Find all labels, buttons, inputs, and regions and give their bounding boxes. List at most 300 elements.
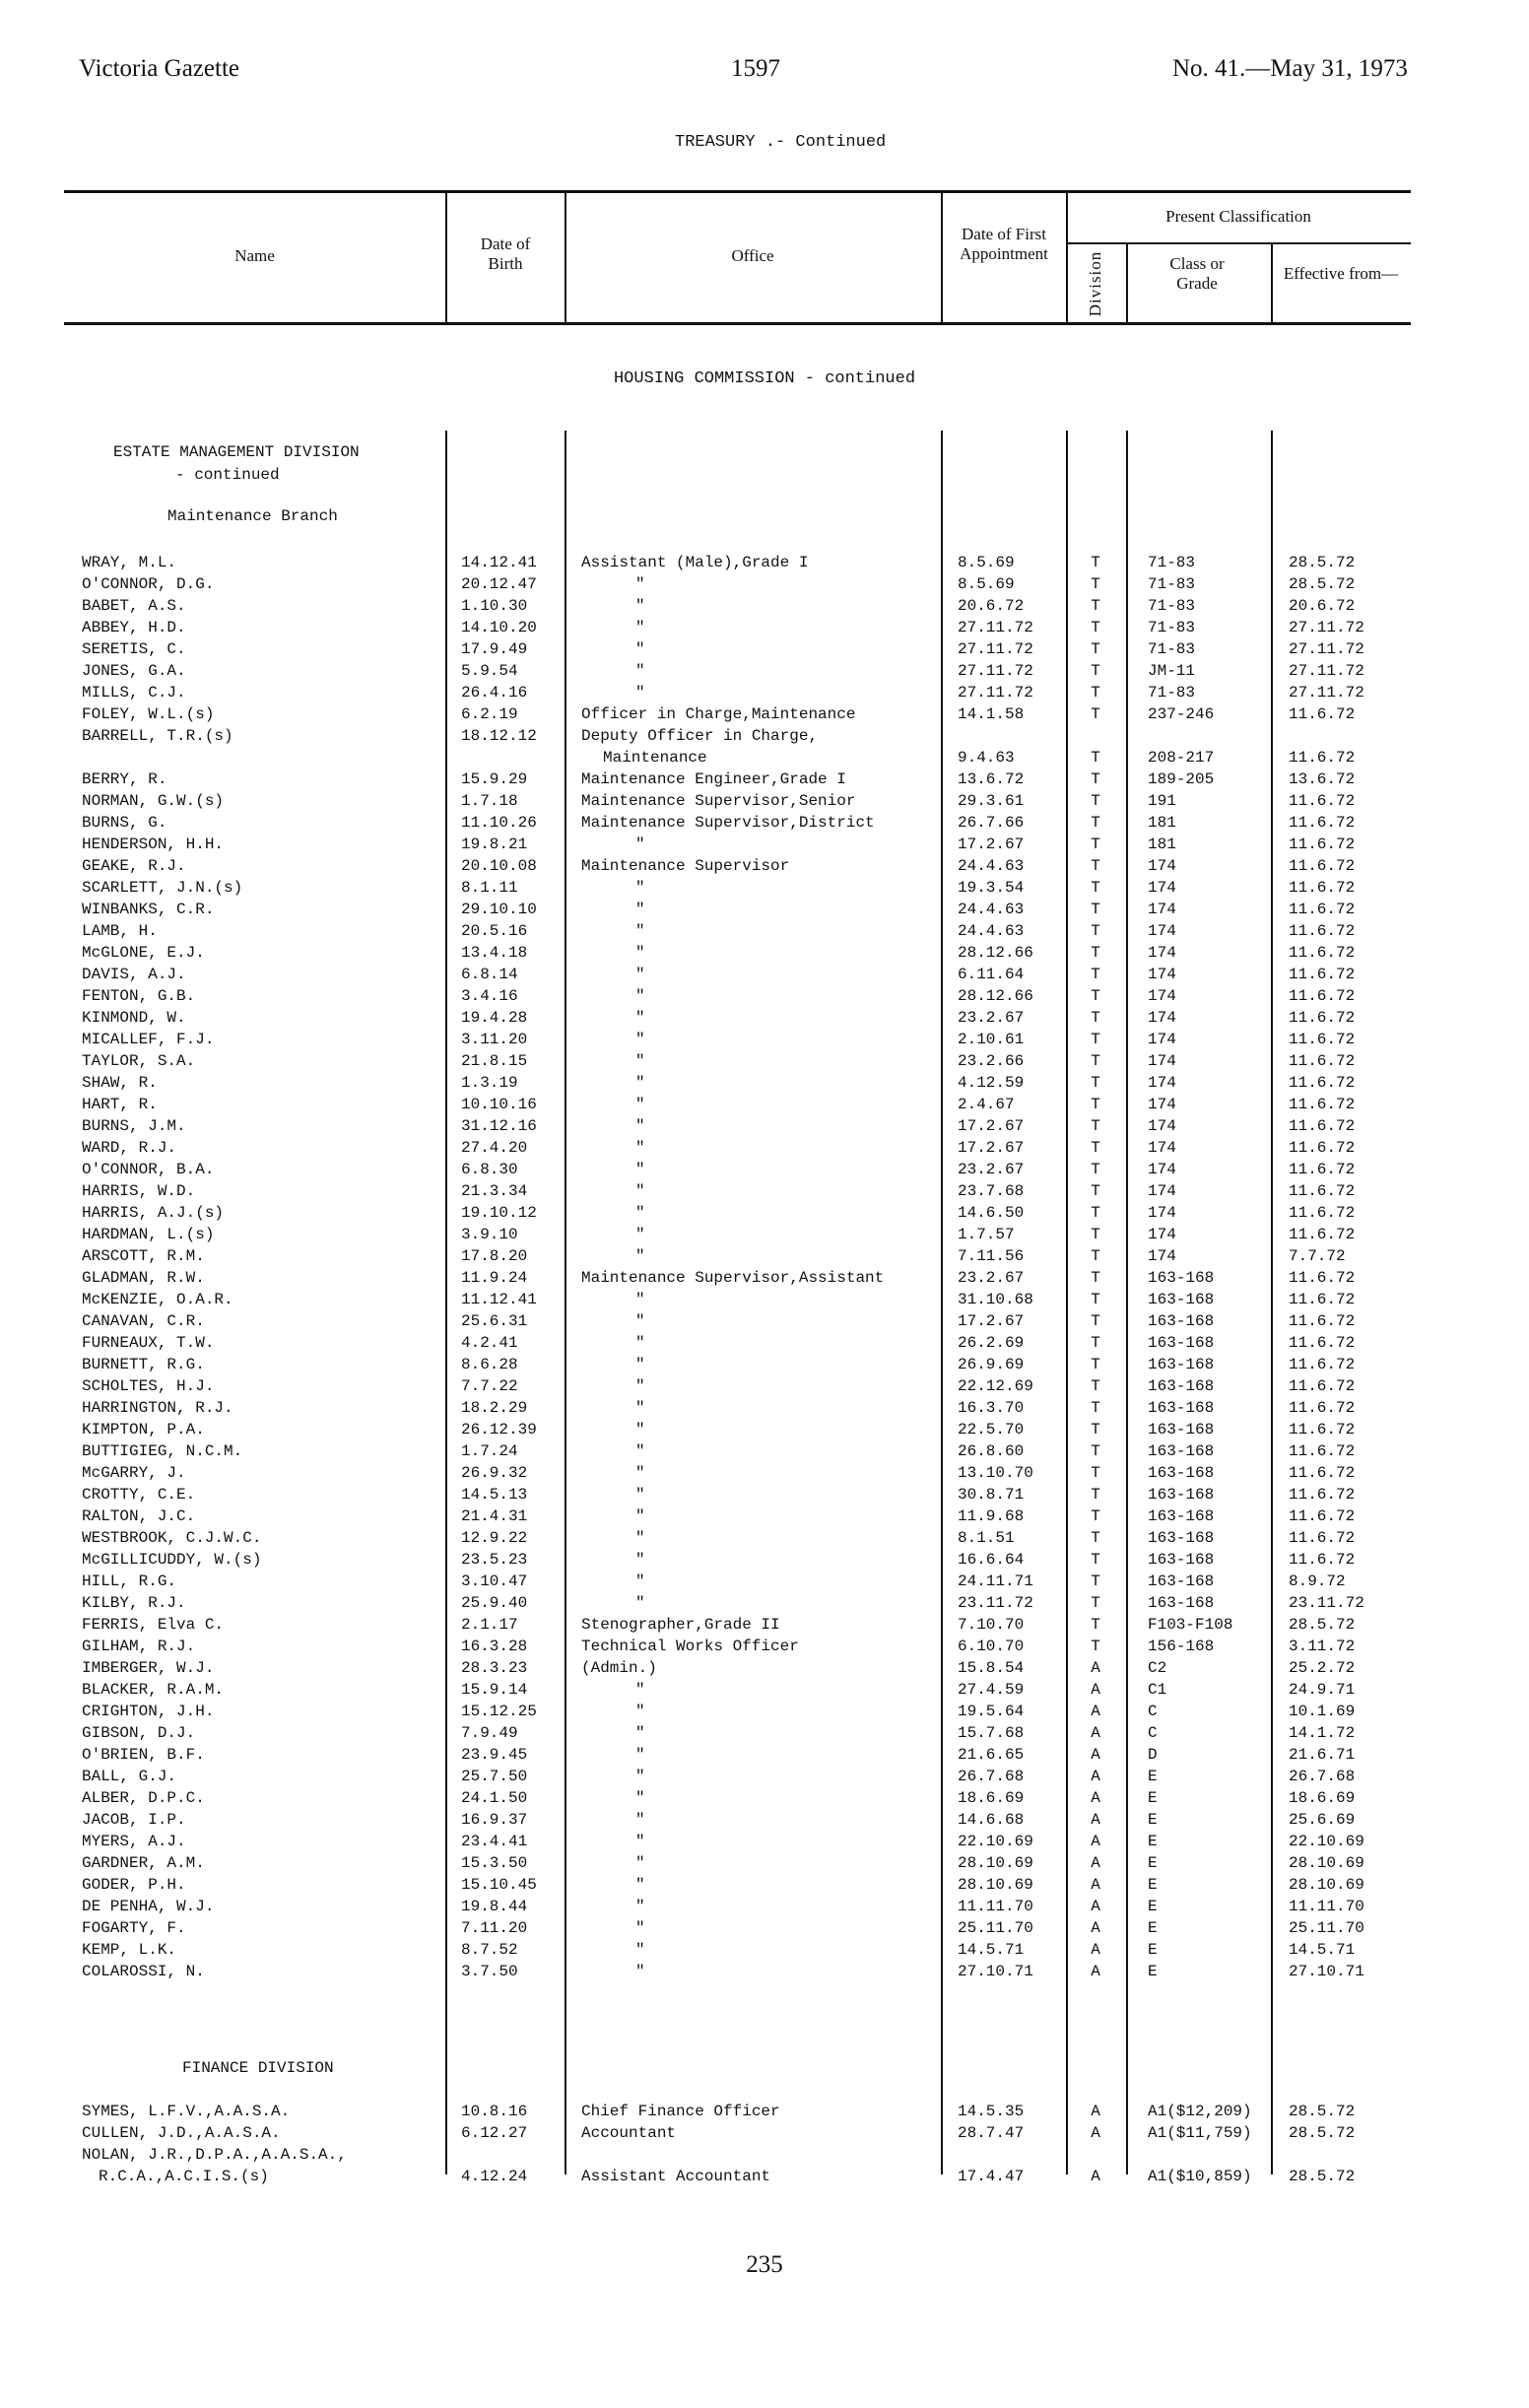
class-cell: 163-168 [1148, 1356, 1215, 1373]
publication-title: Victoria Gazette [79, 55, 239, 82]
name-cell: FOGARTY, F. [82, 1919, 186, 1937]
name-cell: BALL, G.J. [82, 1768, 177, 1785]
table-row [0, 617, 1529, 638]
division-cell: A [1091, 1746, 1100, 1764]
effective-from-cell: 27.11.72 [1289, 619, 1364, 636]
first-appointment-cell: 20.6.72 [958, 597, 1025, 615]
dob-cell: 14.5.13 [461, 1486, 528, 1504]
table-row [0, 834, 1529, 855]
name-cell: KIMPTON, P.A. [82, 1421, 205, 1438]
office-cell: " [635, 1421, 645, 1438]
effective-from-cell: 18.6.69 [1289, 1789, 1356, 1807]
table-row [0, 2122, 1529, 2144]
office-cell: " [635, 836, 645, 853]
table-row [0, 1527, 1529, 1549]
first-appointment-cell: 26.9.69 [958, 1356, 1025, 1373]
effective-from-cell: 11.6.72 [1289, 857, 1356, 875]
name-cell: HART, R. [82, 1096, 158, 1113]
table-row [0, 1722, 1529, 1744]
effective-from-cell: 11.6.72 [1289, 1117, 1356, 1135]
office-cell: " [635, 1941, 645, 1959]
office-cell: " [635, 1854, 645, 1872]
division-cell: T [1091, 1377, 1100, 1395]
class-cell: 71-83 [1148, 554, 1196, 571]
class-cell: 174 [1148, 1182, 1176, 1200]
office-cell: " [635, 944, 645, 962]
dob-cell: 17.8.20 [461, 1247, 528, 1265]
dob-cell: 26.12.39 [461, 1421, 537, 1438]
dob-cell: 3.11.20 [461, 1031, 528, 1048]
class-cell: 174 [1148, 1226, 1176, 1243]
name-cell: CANAVAN, C.R. [82, 1312, 205, 1330]
effective-from-cell: 11.6.72 [1289, 1204, 1356, 1222]
name-cell: COLAROSSI, N. [82, 1963, 205, 1980]
office-cell: " [635, 1312, 645, 1330]
first-appointment-cell: 24.11.71 [958, 1572, 1033, 1590]
effective-from-cell: 22.10.69 [1289, 1833, 1364, 1850]
table-header-bottom-rule [64, 322, 1411, 325]
table-row [0, 1679, 1529, 1701]
dob-cell: 7.9.49 [461, 1724, 518, 1742]
header-col-line [941, 192, 943, 323]
dob-cell: 6.2.19 [461, 705, 518, 723]
first-appointment-cell: 27.11.72 [958, 619, 1033, 636]
class-cell: 163-168 [1148, 1269, 1215, 1287]
header-present-classification: Present Classification [1165, 207, 1311, 226]
effective-from-cell: 11.6.72 [1289, 1399, 1356, 1417]
division-cell: T [1091, 640, 1100, 658]
name-cell: JACOB, I.P. [82, 1811, 186, 1829]
division-cell: T [1091, 1529, 1100, 1547]
office-cell: " [635, 1356, 645, 1373]
office-cell: Assistant (Male),Grade I [581, 554, 809, 571]
office-cell: " [635, 1898, 645, 1915]
division-cell: T [1091, 1247, 1100, 1265]
classification-divider-rule [1066, 242, 1411, 244]
office-cell: " [635, 1247, 645, 1265]
first-appointment-cell: 22.10.69 [958, 1833, 1033, 1850]
table-row [0, 1115, 1529, 1137]
first-appointment-cell: 28.7.47 [958, 2124, 1025, 2142]
table-top-rule [64, 190, 1411, 193]
first-appointment-cell: 28.10.69 [958, 1854, 1033, 1872]
effective-from-cell: 11.6.72 [1289, 749, 1356, 767]
class-cell: 163-168 [1148, 1529, 1215, 1547]
effective-from-cell: 7.7.72 [1289, 1247, 1346, 1265]
class-cell: 71-83 [1148, 597, 1196, 615]
effective-from-cell: 11.6.72 [1289, 1031, 1356, 1048]
office-cell: " [635, 1052, 645, 1070]
effective-from-cell: 11.6.72 [1289, 1096, 1356, 1113]
first-appointment-cell: 16.6.64 [958, 1551, 1025, 1569]
office-cell: " [635, 966, 645, 983]
name-cell: HILL, R.G. [82, 1572, 177, 1590]
effective-from-cell: 11.6.72 [1289, 1074, 1356, 1092]
first-appointment-cell: 16.3.70 [958, 1399, 1025, 1417]
class-cell: 174 [1148, 1096, 1176, 1113]
name-cell: SYMES, L.F.V.,A.A.S.A. [82, 2103, 291, 2120]
table-row [0, 1831, 1529, 1852]
name-cell: McKENZIE, O.A.R. [82, 1291, 233, 1308]
name-cell: BERRY, R. [82, 770, 167, 788]
first-appointment-cell: 14.5.35 [958, 2103, 1025, 2120]
office-cell: " [635, 1811, 645, 1829]
table-row [0, 942, 1529, 964]
name-cell: SCARLETT, J.N.(s) [82, 879, 243, 897]
division-cell: A [1091, 1854, 1100, 1872]
table-row [0, 899, 1529, 920]
effective-from-cell: 28.10.69 [1289, 1854, 1364, 1872]
office-cell: " [635, 684, 645, 702]
effective-from-cell: 25.6.69 [1289, 1811, 1356, 1829]
name-cell: SERETIS, C. [82, 640, 186, 658]
division-cell: T [1091, 1551, 1100, 1569]
office-cell: (Admin.) [581, 1659, 657, 1677]
office-cell: " [635, 1746, 645, 1764]
table-row [0, 1636, 1529, 1657]
division-cell: A [1091, 1833, 1100, 1850]
class-cell: 181 [1148, 814, 1176, 832]
effective-from-cell: 11.6.72 [1289, 879, 1356, 897]
first-appointment-cell: 14.5.71 [958, 1941, 1025, 1959]
first-appointment-cell: 2.4.67 [958, 1096, 1015, 1113]
table-row [0, 1267, 1529, 1289]
effective-from-cell: 11.6.72 [1289, 922, 1356, 940]
first-appointment-cell: 17.2.67 [958, 1312, 1025, 1330]
class-cell: C1 [1148, 1681, 1167, 1699]
division-cell: T [1091, 684, 1100, 702]
first-appointment-cell: 11.11.70 [958, 1898, 1033, 1915]
dob-cell: 24.1.50 [461, 1789, 528, 1807]
class-cell: C [1148, 1724, 1158, 1742]
division-cell: T [1091, 1161, 1100, 1178]
dob-cell: 1.3.19 [461, 1074, 518, 1092]
dob-cell: 27.4.20 [461, 1139, 528, 1157]
class-cell: 163-168 [1148, 1421, 1215, 1438]
table-row [0, 1961, 1529, 1982]
office-cell: " [635, 1507, 645, 1525]
table-row [0, 1462, 1529, 1484]
effective-from-cell: 28.10.69 [1289, 1876, 1364, 1894]
first-appointment-cell: 14.6.68 [958, 1811, 1025, 1829]
dob-cell: 4.2.41 [461, 1334, 518, 1352]
table-row [0, 552, 1529, 573]
division-cell: T [1091, 597, 1100, 615]
effective-from-cell: 14.5.71 [1289, 1941, 1356, 1959]
effective-from-cell: 11.6.72 [1289, 944, 1356, 962]
name-cell: CRIGHTON, J.H. [82, 1703, 215, 1720]
table-row [0, 1484, 1529, 1505]
name-cell: NOLAN, J.R.,D.P.A.,A.A.S.A., [82, 2146, 347, 2164]
effective-from-cell: 11.6.72 [1289, 987, 1356, 1005]
division-cell: T [1091, 1464, 1100, 1482]
table-row [0, 877, 1529, 899]
dob-cell: 11.9.24 [461, 1269, 528, 1287]
dob-cell: 16.9.37 [461, 1811, 528, 1829]
effective-from-cell: 11.6.72 [1289, 1052, 1356, 1070]
office-cell: " [635, 1096, 645, 1113]
division-cell: A [1091, 1789, 1100, 1807]
class-cell: 163-168 [1148, 1551, 1215, 1569]
office-cell: " [635, 597, 645, 615]
table-row [0, 1939, 1529, 1961]
division-cell: T [1091, 901, 1100, 918]
table-row [0, 1766, 1529, 1787]
office-cell-continued: Maintenance [603, 749, 707, 767]
name-cell: ABBEY, H.D. [82, 619, 186, 636]
effective-from-cell: 11.6.72 [1289, 705, 1356, 723]
table-row [0, 595, 1529, 617]
name-cell: JONES, G.A. [82, 662, 186, 680]
first-appointment-cell: 13.10.70 [958, 1464, 1033, 1482]
name-cell: CULLEN, J.D.,A.A.S.A. [82, 2124, 281, 2142]
name-cell: HARDMAN, L.(s) [82, 1226, 215, 1243]
office-cell: " [635, 619, 645, 636]
table-row [0, 1917, 1529, 1939]
effective-from-cell: 11.6.72 [1289, 1507, 1356, 1525]
office-cell: " [635, 662, 645, 680]
office-cell: " [635, 1074, 645, 1092]
name-cell: WINBANKS, C.R. [82, 901, 215, 918]
office-cell: " [635, 1833, 645, 1850]
name-cell: O'BRIEN, B.F. [82, 1746, 205, 1764]
effective-from-cell: 11.6.72 [1289, 1269, 1356, 1287]
office-cell: Maintenance Supervisor,Senior [581, 792, 856, 810]
table-row [0, 1245, 1529, 1267]
division-subtitle: - continued [175, 466, 280, 484]
class-cell: E [1148, 1833, 1158, 1850]
class-cell: 191 [1148, 792, 1176, 810]
first-appointment-cell: 27.10.71 [958, 1963, 1033, 1980]
dob-cell: 3.9.10 [461, 1226, 518, 1243]
division-cell: T [1091, 749, 1100, 767]
first-appointment-cell: 28.12.66 [958, 944, 1033, 962]
class-cell: A1($10,859) [1148, 2168, 1252, 2185]
office-cell: " [635, 1182, 645, 1200]
division-cell: A [1091, 2124, 1100, 2142]
table-row [0, 1896, 1529, 1917]
table-row [0, 1094, 1529, 1115]
first-appointment-cell: 26.7.68 [958, 1768, 1025, 1785]
class-cell: 156-168 [1148, 1638, 1215, 1655]
first-appointment-cell: 28.12.66 [958, 987, 1033, 1005]
effective-from-cell: 27.10.71 [1289, 1963, 1364, 1980]
division-cell: T [1091, 1572, 1100, 1590]
division-cell: T [1091, 1638, 1100, 1655]
office-cell: " [635, 1703, 645, 1720]
table-row [0, 1050, 1529, 1072]
class-cell: 174 [1148, 1117, 1176, 1135]
office-cell: " [635, 1681, 645, 1699]
first-appointment-cell: 27.11.72 [958, 684, 1033, 702]
effective-from-cell: 11.6.72 [1289, 1529, 1356, 1547]
effective-from-cell: 28.5.72 [1289, 554, 1356, 571]
class-cell: 189-205 [1148, 770, 1215, 788]
first-appointment-cell: 27.11.72 [958, 640, 1033, 658]
class-cell: 163-168 [1148, 1572, 1215, 1590]
name-cell: FERRIS, Elva C. [82, 1616, 225, 1634]
class-cell: 71-83 [1148, 619, 1196, 636]
division-cell: T [1091, 1334, 1100, 1352]
first-appointment-cell: 15.8.54 [958, 1659, 1025, 1677]
dob-cell: 8.6.28 [461, 1356, 518, 1373]
table-row [0, 725, 1529, 767]
division-cell: T [1091, 1269, 1100, 1287]
name-cell: WRAY, M.L. [82, 554, 177, 571]
first-appointment-cell: 17.4.47 [958, 2168, 1025, 2185]
class-cell: 163-168 [1148, 1594, 1215, 1612]
table-row [0, 790, 1529, 812]
first-appointment-cell: 19.3.54 [958, 879, 1025, 897]
effective-from-cell: 28.5.72 [1289, 2168, 1356, 2185]
class-cell: 181 [1148, 836, 1176, 853]
division-cell: T [1091, 1421, 1100, 1438]
class-cell: 208-217 [1148, 749, 1215, 767]
table-row [0, 573, 1529, 595]
first-appointment-cell: 26.7.66 [958, 814, 1025, 832]
header-name: Name [234, 246, 275, 265]
name-cell: FURNEAUX, T.W. [82, 1334, 215, 1352]
dob-cell: 25.9.40 [461, 1594, 528, 1612]
table-row [0, 1202, 1529, 1224]
office-cell: " [635, 1399, 645, 1417]
header-first-appointment: Date of First Appointment [960, 225, 1048, 263]
office-cell: " [635, 1009, 645, 1027]
effective-from-cell: 11.6.72 [1289, 1377, 1356, 1395]
dob-cell: 10.10.16 [461, 1096, 537, 1113]
dob-cell: 14.10.20 [461, 619, 537, 636]
name-cell: WARD, R.J. [82, 1139, 177, 1157]
division-cell: T [1091, 1616, 1100, 1634]
class-cell: 174 [1148, 987, 1176, 1005]
office-cell: " [635, 922, 645, 940]
name-cell: LAMB, H. [82, 922, 158, 940]
office-cell: " [635, 1594, 645, 1612]
division-cell: T [1091, 575, 1100, 593]
division-cell: T [1091, 1204, 1100, 1222]
table-row [0, 769, 1529, 790]
first-appointment-cell: 17.2.67 [958, 1139, 1025, 1157]
name-cell: GARDNER, A.M. [82, 1854, 205, 1872]
class-cell: 174 [1148, 1074, 1176, 1092]
table-row [0, 682, 1529, 703]
dob-cell: 15.10.45 [461, 1876, 537, 1894]
dob-cell: 6.12.27 [461, 2124, 528, 2142]
division-cell: T [1091, 879, 1100, 897]
dob-cell: 3.10.47 [461, 1572, 528, 1590]
effective-from-cell: 11.6.72 [1289, 1182, 1356, 1200]
dob-cell: 10.8.16 [461, 2103, 528, 2120]
office-cell: Maintenance Engineer,Grade I [581, 770, 846, 788]
dob-cell: 26.4.16 [461, 684, 528, 702]
class-cell: 174 [1148, 901, 1176, 918]
dob-cell: 15.9.29 [461, 770, 528, 788]
division-cell: A [1091, 1963, 1100, 1980]
division-cell: T [1091, 1226, 1100, 1243]
name-cell: HARRIS, W.D. [82, 1182, 196, 1200]
office-cell: Technical Works Officer [581, 1638, 799, 1655]
effective-from-cell: 21.6.71 [1289, 1746, 1356, 1764]
division-cell: A [1091, 1941, 1100, 1959]
class-cell: 174 [1148, 1161, 1176, 1178]
dob-cell: 21.8.15 [461, 1052, 528, 1070]
name-cell: McGLONE, E.J. [82, 944, 205, 962]
division-cell: A [1091, 1898, 1100, 1915]
office-cell: " [635, 1291, 645, 1308]
page-number-top: 1597 [731, 55, 780, 82]
first-appointment-cell: 27.11.72 [958, 662, 1033, 680]
name-cell: GEAKE, R.J. [82, 857, 186, 875]
dob-cell: 3.7.50 [461, 1963, 518, 1980]
class-cell: E [1148, 1811, 1158, 1829]
name-cell: GODER, P.H. [82, 1876, 186, 1894]
name-cell: BURNETT, R.G. [82, 1356, 205, 1373]
table-row [0, 1549, 1529, 1571]
division-cell: A [1091, 2168, 1100, 2185]
class-cell: 174 [1148, 922, 1176, 940]
class-cell: A1($11,759) [1148, 2124, 1252, 2142]
division-cell: T [1091, 1291, 1100, 1308]
effective-from-cell: 11.11.70 [1289, 1898, 1364, 1915]
effective-from-cell: 24.9.71 [1289, 1681, 1356, 1699]
office-cell: Maintenance Supervisor,District [581, 814, 875, 832]
class-cell: 174 [1148, 1204, 1176, 1222]
division-cell: A [1091, 1919, 1100, 1937]
division-cell: A [1091, 1681, 1100, 1699]
table-row [0, 1787, 1529, 1809]
first-appointment-cell: 8.5.69 [958, 575, 1015, 593]
name-cell: GIBSON, D.J. [82, 1724, 196, 1742]
division-cell: A [1091, 2103, 1100, 2120]
name-cell: TAYLOR, S.A. [82, 1052, 196, 1070]
class-cell: 163-168 [1148, 1334, 1215, 1352]
effective-from-cell: 11.6.72 [1289, 1312, 1356, 1330]
class-cell: 163-168 [1148, 1442, 1215, 1460]
name-cell: FOLEY, W.L.(s) [82, 705, 215, 723]
first-appointment-cell: 30.8.71 [958, 1486, 1025, 1504]
effective-from-cell: 27.11.72 [1289, 662, 1364, 680]
first-appointment-cell: 7.10.70 [958, 1616, 1025, 1634]
effective-from-cell: 14.1.72 [1289, 1724, 1356, 1742]
first-appointment-cell: 24.4.63 [958, 901, 1025, 918]
class-cell: E [1148, 1854, 1158, 1872]
first-appointment-cell: 15.7.68 [958, 1724, 1025, 1742]
table-row [0, 638, 1529, 660]
division-cell: T [1091, 1096, 1100, 1113]
effective-from-cell: 20.6.72 [1289, 597, 1356, 615]
dob-cell: 6.8.14 [461, 966, 518, 983]
table-row [0, 1375, 1529, 1397]
dob-cell: 20.12.47 [461, 575, 537, 593]
effective-from-cell: 28.5.72 [1289, 2124, 1356, 2142]
effective-from-cell: 25.2.72 [1289, 1659, 1356, 1677]
name-cell: CROTTY, C.E. [82, 1486, 196, 1504]
table-row [0, 1072, 1529, 1094]
name-cell: NORMAN, G.W.(s) [82, 792, 225, 810]
effective-from-cell: 28.5.72 [1289, 2103, 1356, 2120]
name-cell: SCHOLTES, H.J. [82, 1377, 215, 1395]
dob-cell: 16.3.28 [461, 1638, 528, 1655]
table-row [0, 1029, 1529, 1050]
office-cell: " [635, 1204, 645, 1222]
class-cell: 174 [1148, 1052, 1176, 1070]
office-cell: " [635, 1464, 645, 1482]
first-appointment-cell: 26.2.69 [958, 1334, 1025, 1352]
division-cell: T [1091, 966, 1100, 983]
office-cell: " [635, 879, 645, 897]
division-cell: A [1091, 1724, 1100, 1742]
effective-from-cell: 13.6.72 [1289, 770, 1356, 788]
